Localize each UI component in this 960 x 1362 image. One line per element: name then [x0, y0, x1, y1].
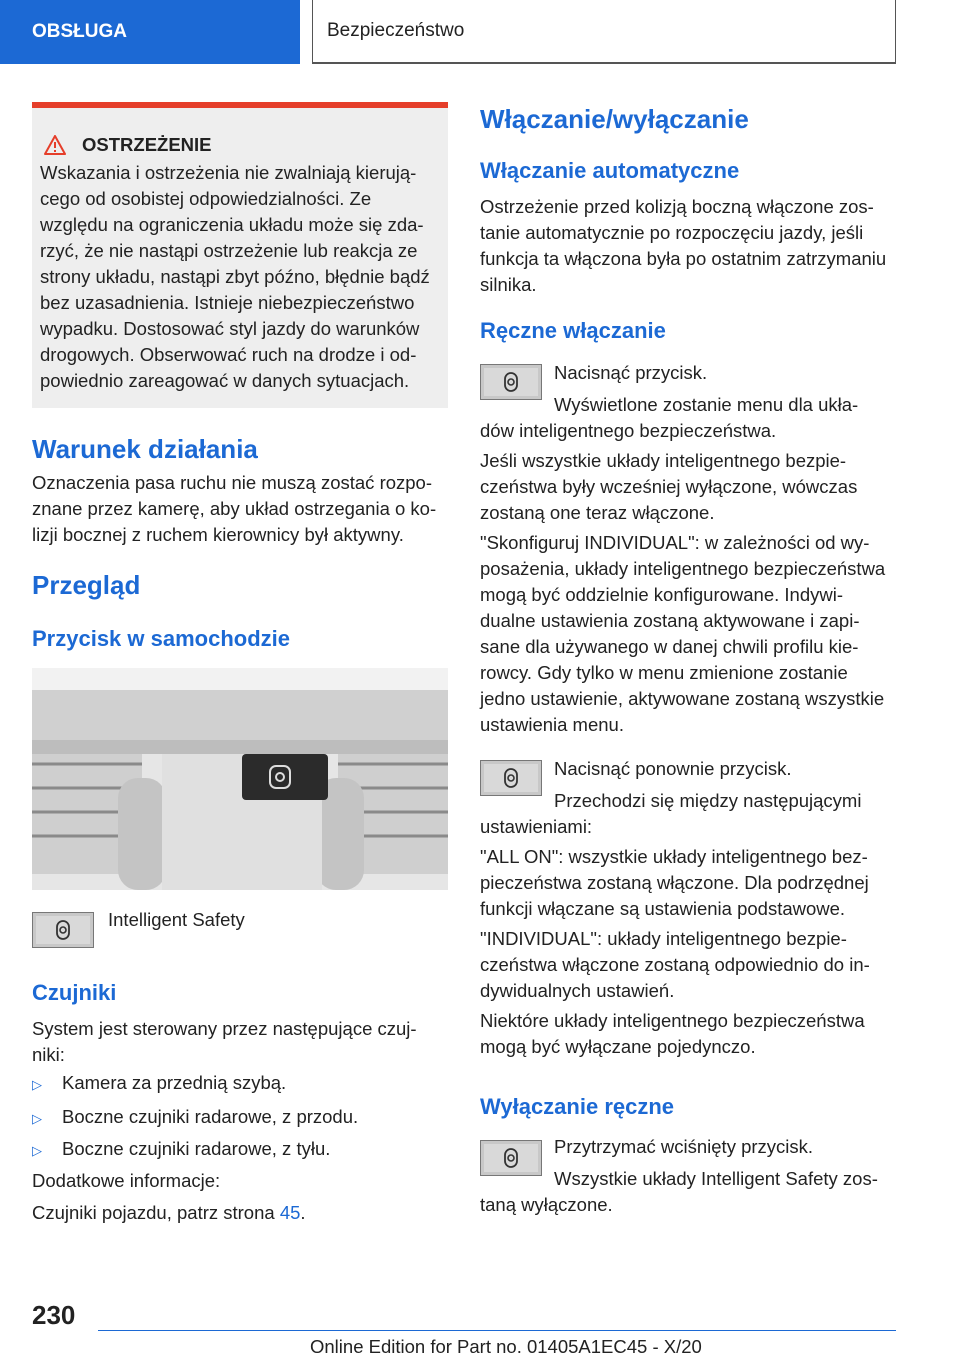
warning-line: wypadku. Dostosować styl jazdy do warunków: [40, 318, 420, 339]
text-line: czeństwa były wcześniej wyłączone, wówczas: [480, 476, 858, 497]
heading-wlaczanie: Włączanie/wyłączanie: [480, 104, 749, 134]
heading-przeglad: Przegląd: [32, 570, 141, 600]
text-line: Wszystkie układy Intelligent Safety zos-: [554, 1168, 878, 1189]
intelligent-safety-icon: [503, 1148, 519, 1168]
warning-line: Wskazania i ostrzeżenia nie zwalniają kierują-: [40, 162, 417, 183]
intelligent-safety-icon: [503, 372, 519, 392]
text-line: System jest sterowany przez następujące czuj-: [32, 1018, 417, 1039]
bullet-text: Boczne czujniki radarowe, z przodu.: [62, 1106, 359, 1127]
heading-auto: Włączanie automatyczne: [480, 158, 740, 183]
text-line: Przechodzi się między następującymi: [554, 790, 862, 811]
bullet-triangle-icon: ▷: [32, 1111, 42, 1126]
text-line: dów inteligentnego bezpieczeństwa.: [480, 420, 777, 441]
text-line: funkcja ta włączona była po ostatnim zatrzymaniu: [480, 248, 887, 269]
footer-divider: [98, 1330, 896, 1331]
intelligent-safety-button-image: [32, 912, 94, 948]
text-line: Niektóre układy inteligentnego bezpieczeństwa: [480, 1010, 865, 1031]
warning-line: bez uzasadnienia. Istnieje niebezpieczeństwo: [40, 292, 415, 313]
niektore-text: [480, 1008, 896, 1060]
bullet-triangle-icon: ▷: [32, 1143, 42, 1158]
auto-text: [480, 194, 896, 298]
text-line: ustawienia menu.: [480, 714, 624, 735]
heading-czujniki: Czujniki: [32, 980, 117, 1005]
text-line: tanie automatycznie po rozpoczęciu jazdy, jeśli: [480, 222, 864, 243]
text-line: znane przez kamerę, aby układ ostrzegania o ko-: [32, 498, 437, 519]
sensor-reference: [32, 1200, 306, 1226]
text-line: czeństwa włączone zostaną odpowiednio do in-: [480, 954, 870, 975]
text-line: silnika.: [480, 274, 537, 295]
text-line: taną wyłączone.: [480, 1194, 613, 1215]
heading-przycisk: Przycisk w samochodzie: [32, 626, 290, 651]
icon-caption: Intelligent Safety: [108, 909, 245, 930]
text-line: jedno ustawienie, aktywowane zostaną wszystkie: [480, 688, 885, 709]
text-line: mogą być oddzielnie konfigurowane. Indywi-: [480, 584, 844, 605]
chapter-tab[interactable]: [0, 0, 300, 64]
press-instruction: Nacisnąć przycisk.: [554, 362, 708, 383]
intelligent-safety-icon: [55, 920, 71, 940]
intelligent-safety-icon: [503, 768, 519, 788]
warning-line: drogowych. Obserwować ruch na drodze i od-: [40, 344, 417, 365]
text-line: Oznaczenia pasa ruchu nie muszą zostać rozpo-: [32, 472, 433, 493]
text-line: "Skonfiguruj INDIVIDUAL": w zależności od wy-: [480, 532, 870, 553]
text-line: "ALL ON": wszystkie układy inteligentnego bez-: [480, 846, 868, 867]
text-line: ustawieniami:: [480, 816, 593, 837]
skonfiguruj-text: [480, 530, 896, 738]
warning-text: [40, 160, 440, 394]
heading-warunek: Warunek działania: [32, 434, 258, 464]
hold-instruction: Przytrzymać wciśnięty przycisk.: [554, 1136, 814, 1157]
warning-title: OSTRZEŻENIE: [82, 134, 212, 155]
reference-end: .: [300, 1202, 306, 1223]
extra-info-label: Dodatkowe informacje:: [32, 1170, 221, 1191]
warning-line: względu na ograniczenia układu może się zda-: [40, 214, 424, 235]
press-again-instruction: Nacisnąć ponownie przycisk.: [554, 758, 792, 779]
button-image-2: [480, 760, 542, 796]
text-line: lizji bocznej z ruchem kierownicy był aktywny.: [32, 524, 404, 545]
warning-line: powiednio zareagować w danych sytuacjach.: [40, 370, 410, 391]
bullet-text: Kamera za przednią szybą.: [62, 1072, 287, 1093]
bullet-text: Boczne czujniki radarowe, z tyłu.: [62, 1138, 331, 1159]
text-line: funkcji włączane są ustawienia podstawowe.: [480, 898, 846, 919]
bullet-triangle-icon: ▷: [32, 1077, 42, 1092]
text-line: Jeśli wszystkie układy inteligentnego bezpie-: [480, 450, 847, 471]
edition-text: Online Edition for Part no. 01405A1EC45 - X/20: [310, 1336, 702, 1357]
heading-wylaczanie: Wyłączanie ręczne: [480, 1094, 675, 1119]
warning-line: cego od osobistej odpowiedzialności. Ze: [40, 188, 372, 209]
warning-title-row: [44, 134, 212, 156]
section-label: Bezpieczeństwo: [327, 20, 465, 41]
text-line: sane dla używanego w danej chwili profilu kie-: [480, 636, 859, 657]
text-line: dywidualnych ustawień.: [480, 980, 675, 1001]
individual-text: [480, 926, 896, 1004]
text-line: mogą być wyłączane pojedynczo.: [480, 1036, 756, 1057]
bullet-item: [32, 1136, 330, 1162]
page-link[interactable]: 45: [279, 1202, 301, 1223]
bullet-item: [32, 1104, 358, 1130]
text-line: pieczeństwa zostaną włączone. Dla podrzędnej: [480, 872, 869, 893]
czujniki-text: [32, 1016, 448, 1068]
all-on-text: [480, 844, 896, 922]
text-line: dualne ustawienia zostaną aktywowane i zapi-: [480, 610, 860, 631]
section-header: [312, 0, 896, 64]
text-line: rowcy. Gdy tylko w menu zmienione zostanie: [480, 662, 848, 683]
warning-line: strony układu, nastąpi zbyt późno, błędnie bądź: [40, 266, 430, 287]
warning-line: rzyć, że nie nastąpi ostrzeżenie lub reakcja ze: [40, 240, 418, 261]
text-line: Wyświetlone zostanie menu dla ukła-: [554, 394, 859, 415]
jesli-text: [480, 448, 896, 526]
text-line: niki:: [32, 1044, 65, 1065]
bullet-item: [32, 1070, 286, 1096]
warning-icon: [44, 135, 66, 155]
text-line: zostaną one teraz włączone.: [480, 502, 715, 523]
reference-text: Czujniki pojazdu, patrz strona: [32, 1202, 280, 1223]
text-line: posażenia, układy inteligentnego bezpieczeństwa: [480, 558, 886, 579]
text-line: "INDIVIDUAL": układy inteligentnego bezpie-: [480, 928, 847, 949]
warunek-text: [32, 470, 448, 548]
button-image-1: [480, 364, 542, 400]
text-line: Ostrzeżenie przed kolizją boczną włączone zos-: [480, 196, 874, 217]
chapter-label: OBSŁUGA: [32, 21, 127, 42]
car-button-photo: [32, 668, 448, 890]
button-image-3: [480, 1140, 542, 1176]
page-number: 230: [32, 1300, 76, 1330]
heading-reczne: Ręczne włączanie: [480, 318, 666, 343]
